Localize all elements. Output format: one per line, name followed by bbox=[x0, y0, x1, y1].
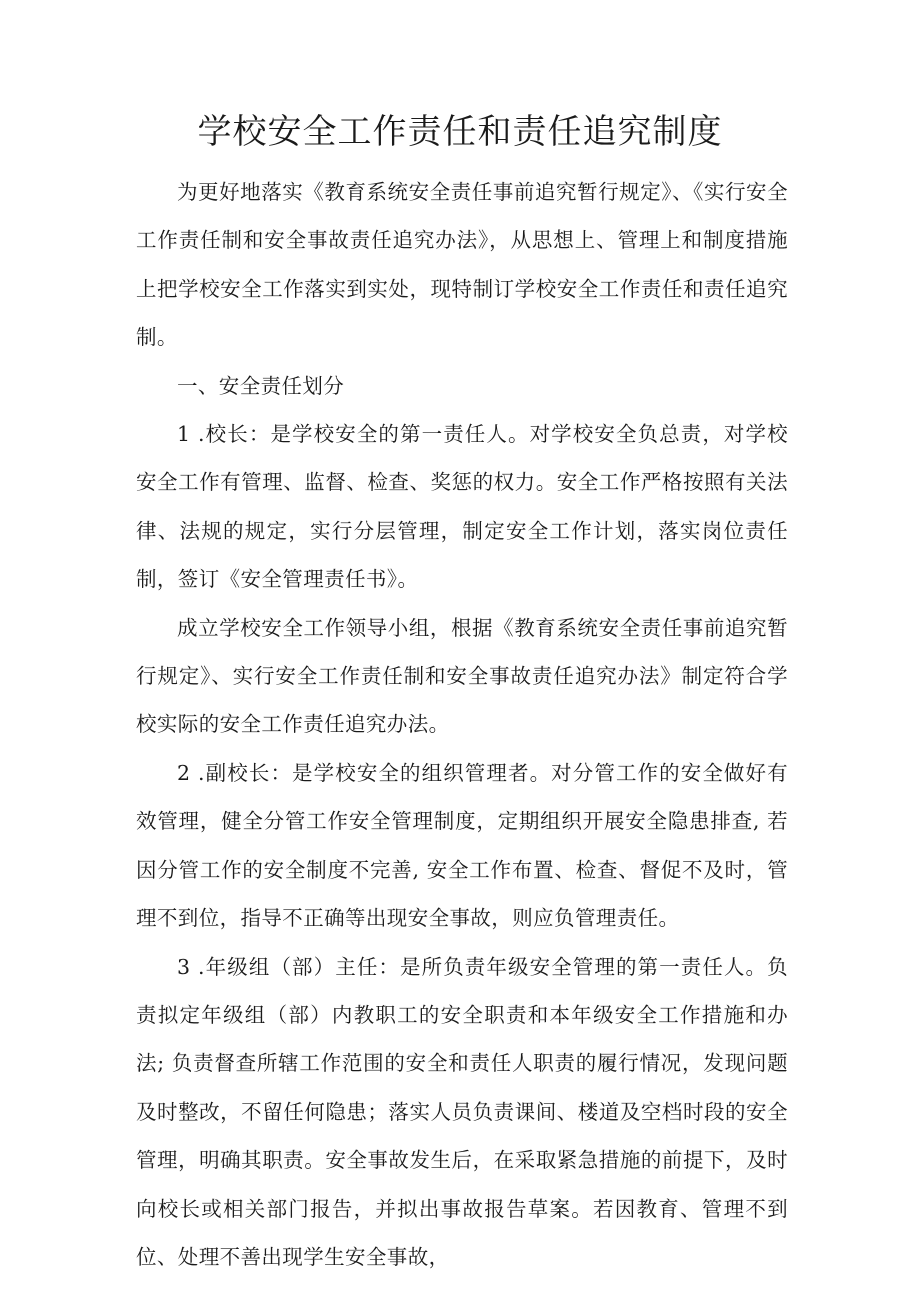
paragraph-vice-principal: 2 .副校长：是学校安全的组织管理者。对分管工作的安全做好有效管理，健全分管工作安全管理制度，定期组织开展安全隐患排查, 若因分管工作的安全制度不完善, 安全工作布置、检查、督促不及时，管理不到位，指导不正确等出现安全事故，则应负管理责任。 bbox=[136, 760, 788, 931]
paragraph-intro: 为更好地落实《教育系统安全责任事前追究暂行规定》、《实行安全工作责任制和安全事故责任追究办法》，从思想上、管理上和制度措施上把学校安全工作落实到实处，现特制订学校安全工作责任和责任追究制。 bbox=[136, 180, 788, 350]
document-body bbox=[136, 168, 788, 1281]
document-title: 学校安全工作责任和责任追究制度 bbox=[197, 112, 723, 152]
section-heading-responsibility-division: 一、安全责任划分 bbox=[177, 373, 345, 398]
paragraph-leadership-group: 成立学校安全工作领导小组，根据《教育系统安全责任事前追究暂行规定》、实行安全工作责任制和安全事故责任追究办法》制定符合学校实际的安全工作责任追究办法。 bbox=[136, 615, 788, 737]
paragraph-principal: 1 .校长：是学校安全的第一责任人。对学校安全负总责，对学校安全工作有管理、监督、检查、奖惩的权力。安全工作严格按照有关法律、法规的规定，实行分层管理，制定安全工作计划，落实岗位责任制，签订《安全管理责任书》。 bbox=[136, 422, 788, 592]
paragraph-grade-director: 3 .年级组（部）主任：是所负责年级安全管理的第一责任人。负责拟定年级组（部）内教职工的安全职责和本年级安全工作措施和办法; 负责督查所辖工作范围的安全和责任人职责的履行情况，发现问题及时整改，不留任何隐患；落实人员负责课间、楼道及空档时段的安全管理，明确其职责。安全事故发生后，在采取紧急措施的前提下，及时向校长或相关部门报告，并拟出事故报告草案。若因教育、管理不到位、处理不善出现学生安全事故， bbox=[136, 954, 788, 1269]
